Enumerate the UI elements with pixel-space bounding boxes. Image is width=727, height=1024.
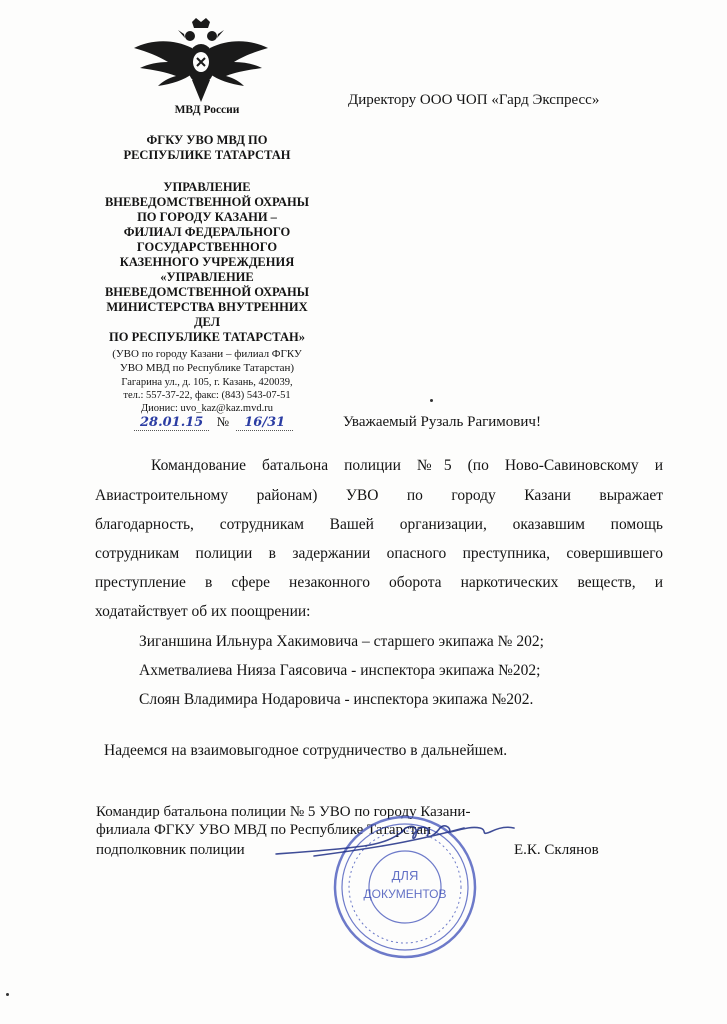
stamp-text-line1: ДЛЯ bbox=[391, 868, 419, 883]
signatory-rank: подполковник полиции bbox=[96, 842, 245, 858]
number-sign: № bbox=[216, 414, 229, 429]
ink-dot bbox=[6, 993, 9, 996]
department-line: РЕСПУБЛИКЕ ТАТАРСТАН bbox=[123, 148, 291, 162]
unit-line: КАЗЕННОГО УЧРЕЖДЕНИЯ bbox=[119, 255, 295, 269]
body-line: преступление в сфере незаконного оборота наркотических веществ, и bbox=[95, 574, 663, 591]
abbreviation-line: УВО МВД по Республике Татарстан) bbox=[119, 362, 295, 374]
unit-line: УПРАВЛЕНИЕ bbox=[163, 180, 251, 194]
addressee: Директору ООО ЧОП «Гард Экспресс» bbox=[348, 92, 600, 108]
unit-line: ГОСУДАРСТВЕННОГО bbox=[136, 240, 278, 254]
unit-line: МИНИСТЕРСТВА ВНУТРЕННИХ bbox=[106, 300, 308, 314]
unit-line: ФИЛИАЛ ФЕДЕРАЛЬНОГО bbox=[123, 225, 291, 239]
closing-sentence: Надеемся на взаимовыгодное сотрудничество в дальнейшем. bbox=[104, 742, 508, 759]
signatory-name: Е.К. Склянов bbox=[514, 842, 599, 858]
handwritten-signature bbox=[274, 812, 524, 872]
unit-line: «УПРАВЛЕНИЕ bbox=[160, 270, 254, 284]
registration-line bbox=[134, 414, 293, 430]
ink-dot bbox=[430, 399, 433, 402]
signatory-position: Командир батальона полиции № 5 УВО по городу Казани- bbox=[96, 804, 471, 820]
stamp-text-line2: ДОКУМЕНТОВ bbox=[363, 887, 447, 901]
unit-line: ДЕЛ bbox=[193, 315, 221, 329]
body-line: Командование батальона полиции №5 (по Ново-Савиновскому и bbox=[151, 457, 663, 474]
phone-line: тел.: 557-37-22, факс: (843) 543-07-51 bbox=[123, 390, 291, 401]
ministry-name: МВД России bbox=[174, 104, 240, 116]
signatory-organization: филиала ФГКУ УВО МВД по Республике Татарстан bbox=[96, 822, 432, 838]
address-line: Гагарина ул., д. 105, г. Казань, 420039, bbox=[121, 377, 293, 388]
department-line: ФГКУ УВО МВД ПО bbox=[146, 133, 268, 147]
salutation: Уважаемый Рузаль Рагимович! bbox=[343, 414, 541, 430]
unit-line: ПО ГОРОДУ КАЗАНИ – bbox=[137, 210, 277, 224]
body-line: Авиастроительному районам) УВО по городу Казани выражает bbox=[95, 487, 663, 504]
body-line: сотрудникам полиции в задержании опасного преступника, совершившего bbox=[95, 545, 663, 562]
email-line: Дионис: uvo_kaz@kaz.mvd.ru bbox=[141, 403, 273, 414]
registration-date: 28.01.15 bbox=[134, 415, 209, 431]
list-item: Ахметвалиева Нияза Гаясовича - инспектора экипажа №202; bbox=[139, 662, 541, 679]
unit-line: ВНЕВЕДОМСТВЕННОЙ ОХРАНЫ bbox=[104, 285, 310, 299]
registration-number: 16/31 bbox=[236, 415, 293, 431]
abbreviation-line: (УВО по городу Казани – филиал ФГКУ bbox=[112, 348, 302, 360]
list-item: Зиганшина Ильнура Хакимовича – старшего экипажа № 202; bbox=[139, 633, 544, 650]
body-line: благодарность, сотрудникам Вашей организации, оказавшим помощь bbox=[95, 516, 663, 533]
unit-line: ВНЕВЕДОМСТВЕННОЙ ОХРАНЫ bbox=[104, 195, 310, 209]
list-item: Слоян Владимира Нодаровича - инспектора экипажа №202. bbox=[139, 691, 534, 708]
body-line: ходатайствует об их поощрении: bbox=[95, 603, 311, 620]
unit-line: ПО РЕСПУБЛИКЕ ТАТАРСТАН» bbox=[109, 330, 305, 344]
eagle-emblem-icon bbox=[132, 18, 270, 104]
